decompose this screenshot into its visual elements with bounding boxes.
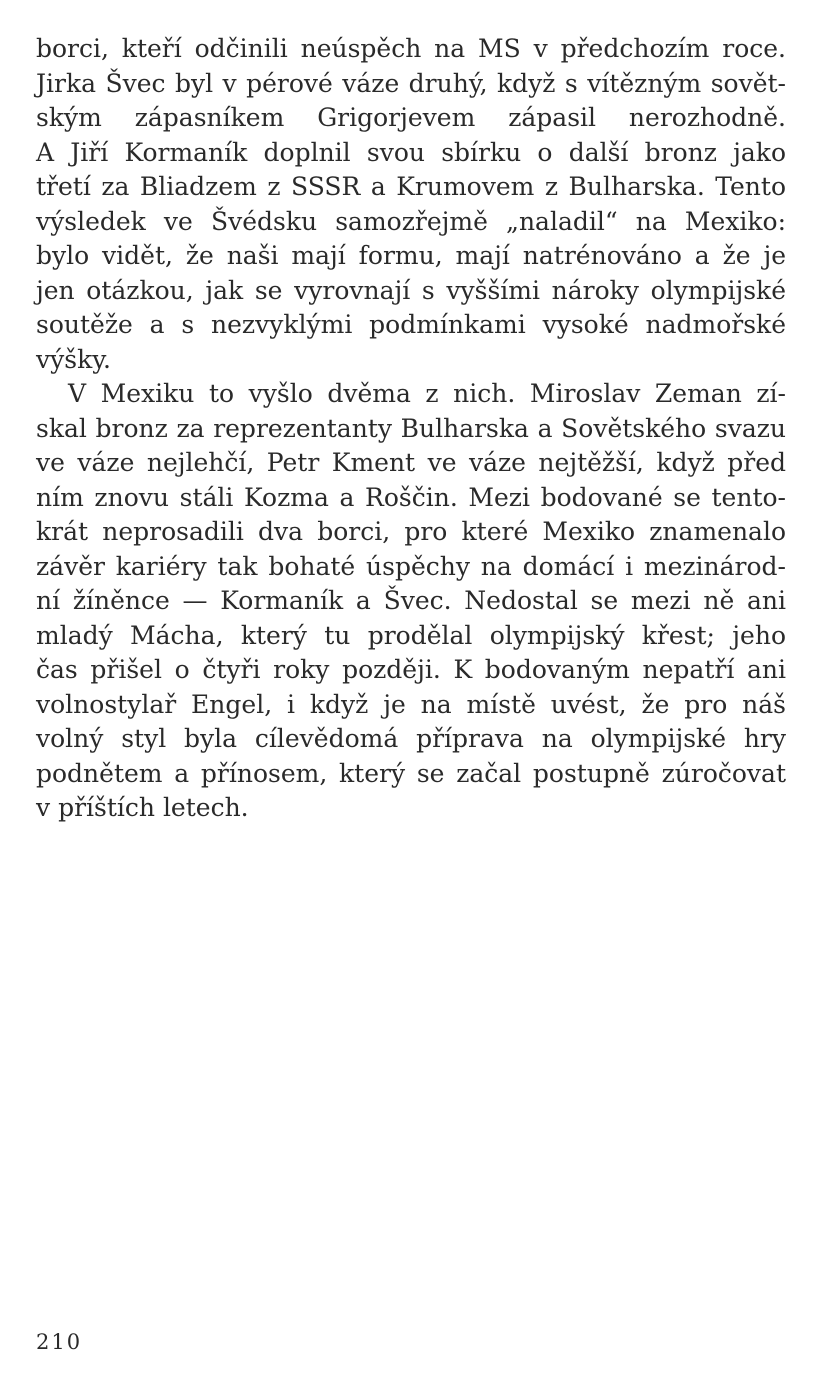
text-line: volnostylař Engel, i když je na místě uvést, že pro náš — [36, 689, 786, 719]
text-line: čas přišel o čtyři roky později. K bodovaným nepatří ani — [36, 655, 786, 684]
paragraph-1 — [36, 32, 786, 377]
text-line: ním znovu stáli Kozma a Roščin. Mezi bodované se tento- — [36, 482, 786, 512]
body-text — [36, 32, 786, 826]
text-line: krát neprosadili dva borci, pro které Mexiko znamenalo — [36, 517, 786, 546]
text-line: ským zápasníkem Grigorjevem zápasil nerozhodně. — [36, 103, 786, 132]
text-line: volný styl byla cílevědomá příprava na olympijské hry — [36, 724, 786, 753]
text-line: podnětem a přínosem, který se začal postupně zúročovat — [36, 758, 786, 788]
text-line: V Mexiku to vyšlo dvěma z nich. Miroslav Zeman zí- — [68, 379, 786, 408]
text-line: bylo vidět, že naši mají formu, mají natrénováno a že je — [36, 241, 786, 270]
text-line: Jirka Švec byl v pérové váze druhý, když s vítězným sovět- — [36, 68, 786, 98]
text-line: skal bronz za reprezentanty Bulharska a Sovětského svazu — [36, 413, 786, 443]
text-line: mladý Mácha, který tu prodělal olympijský křest; jeho — [36, 620, 786, 650]
text-line: ve váze nejlehčí, Petr Kment ve váze nejtěžší, když před — [36, 448, 786, 477]
text-line: ní žíněnce — Kormaník a Švec. Nedostal se mezi ně ani — [36, 586, 786, 615]
text-line: soutěže a s nezvyklými podmínkami vysoké nadmořské — [36, 310, 786, 339]
text-line: závěr kariéry tak bohaté úspěchy na domácí i mezinárod- — [36, 551, 786, 581]
text-line: výšky. — [36, 344, 111, 374]
page-number: 210 — [36, 1330, 83, 1354]
text-line: A Jiří Kormaník doplnil svou sbírku o další bronz jako — [36, 137, 786, 167]
text-line: v příštích letech. — [36, 793, 249, 822]
text-line: třetí za Bliadzem z SSSR a Krumovem z Bulharska. Tento — [36, 172, 786, 201]
paragraph-2 — [36, 377, 786, 826]
text-line: borci, kteří odčinili neúspěch na MS v předchozím roce. — [36, 34, 786, 63]
text-line: jen otázkou, jak se vyrovnají s vyššími nároky olympijské — [36, 275, 786, 305]
text-line: výsledek ve Švédsku samozřejmě „naladil“ na Mexiko: — [36, 206, 786, 236]
